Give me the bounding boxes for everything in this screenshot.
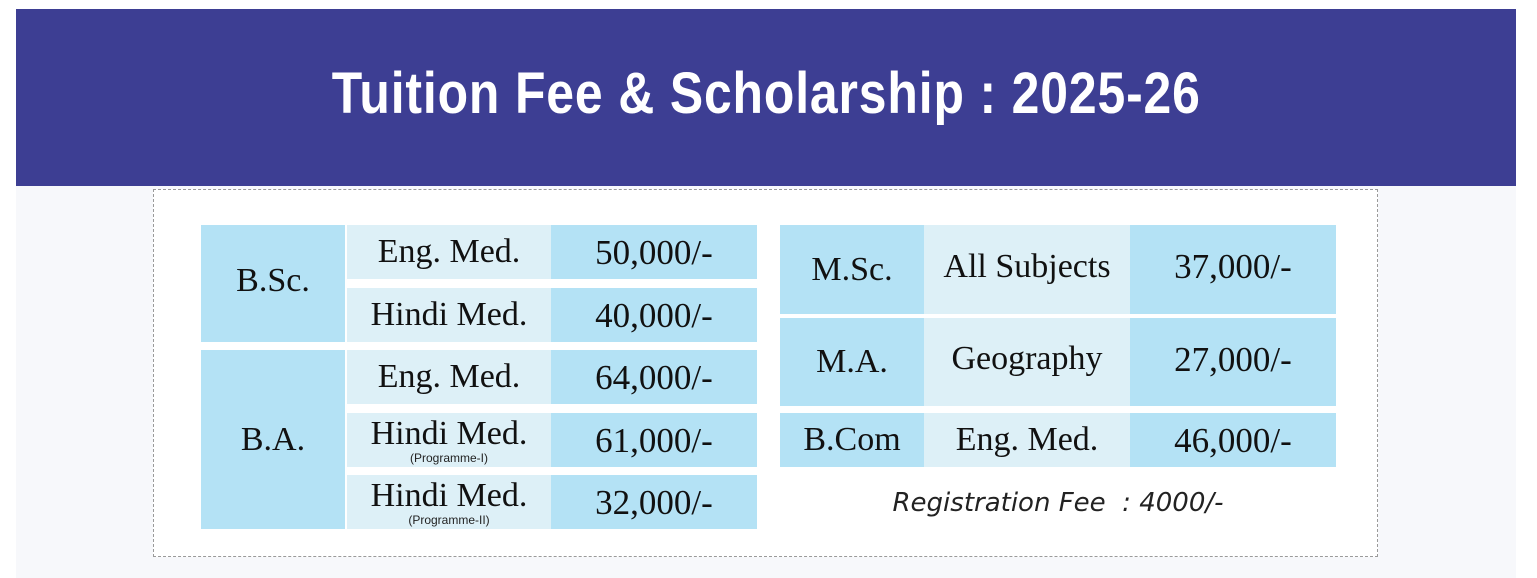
medium-cell (347, 413, 551, 467)
subject-label: Eng. Med. (955, 421, 1099, 458)
fee-cell (551, 288, 757, 342)
programme-note: (Programme-I) (409, 451, 488, 465)
programme-note: (Programme-II) (408, 513, 490, 527)
medium-label: Eng. Med. (377, 358, 521, 395)
medium-cell (347, 475, 551, 529)
medium-label: Hindi Med. (370, 296, 528, 333)
fee-value: 50,000/- (595, 232, 713, 272)
title-banner (16, 9, 1516, 186)
fee-cell (1130, 413, 1336, 467)
fee-value: 37,000/- (1174, 247, 1292, 286)
medium-cell (347, 350, 551, 404)
program-label: B.Sc. (236, 261, 310, 299)
subject-cell (924, 225, 1130, 314)
program-label: B.Com (803, 421, 901, 458)
medium-cell (347, 225, 551, 279)
program-cell-bsc (201, 225, 345, 342)
fee-cell (1130, 225, 1336, 314)
subject-cell (924, 318, 1130, 406)
fee-value: 46,000/- (1174, 420, 1292, 460)
fee-cell (1130, 318, 1336, 406)
subject-label: All Subjects (943, 247, 1111, 285)
medium-label: Eng. Med. (377, 233, 521, 270)
registration-fee-note: Registration Fee : 4000/- (892, 488, 1224, 518)
page-title: Tuition Fee & Scholarship : 2025-26 (331, 61, 1201, 126)
fee-cell (551, 350, 757, 404)
program-label: M.A. (816, 343, 888, 380)
program-cell-bcom (780, 413, 924, 467)
program-cell-ba (201, 350, 345, 529)
fee-value: 27,000/- (1174, 339, 1292, 379)
program-label: M.Sc. (811, 250, 893, 288)
fee-cell (551, 475, 757, 529)
fee-value: 64,000/- (595, 357, 713, 397)
fee-value: 40,000/- (595, 295, 713, 335)
program-cell-msc (780, 225, 924, 314)
fee-value: 61,000/- (595, 420, 713, 460)
subject-cell (924, 413, 1130, 467)
subject-label: Geography (951, 340, 1103, 377)
fee-cell (551, 413, 757, 467)
fee-value: 32,000/- (595, 482, 713, 522)
fee-cell (551, 225, 757, 279)
program-cell-ma (780, 318, 924, 406)
medium-label: Hindi Med. (370, 477, 528, 514)
program-label: B.A. (240, 420, 306, 458)
medium-label: Hindi Med. (370, 415, 528, 452)
medium-cell (347, 288, 551, 342)
